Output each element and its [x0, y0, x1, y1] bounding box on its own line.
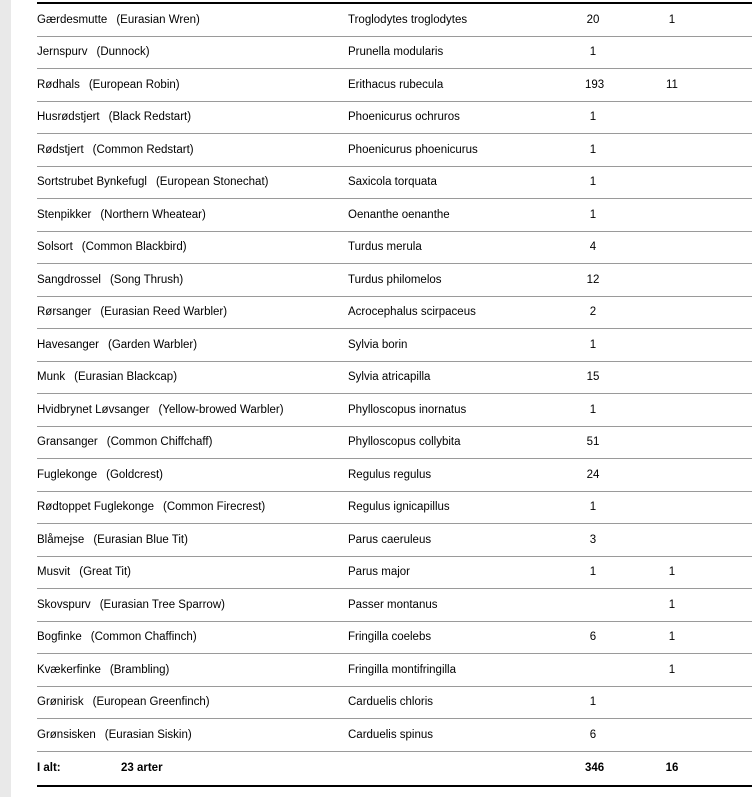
english-name: (Common Chaffinch): [90, 631, 197, 644]
count-1: 3: [589, 533, 597, 546]
latin-name-cell: [348, 491, 573, 524]
count-2: 1: [668, 663, 676, 676]
danish-name: Jernspurv: [37, 46, 88, 59]
danish-name: Rørsanger: [37, 306, 92, 319]
latin-name-cell: [348, 621, 573, 654]
danish-name-cell: [37, 264, 348, 297]
english-name: (Eurasian Wren): [116, 13, 200, 26]
latin-name: Phoenicurus phoenicurus: [348, 143, 478, 156]
count-1-cell: [573, 621, 657, 654]
latin-name-cell: [348, 654, 573, 687]
count-1-cell: [573, 199, 657, 232]
danish-name: Hvidbrynet Løvsanger: [37, 403, 150, 416]
latin-name: Erithacus rubecula: [348, 78, 444, 91]
total-row: [37, 751, 752, 786]
table-row: [37, 719, 752, 752]
danish-name-cell: [37, 556, 348, 589]
count-2-cell: [657, 329, 752, 362]
count-1: 1: [589, 111, 597, 124]
table-row: [37, 686, 752, 719]
english-name: (Northern Wheatear): [100, 208, 206, 221]
total-count-1-cell: [573, 751, 657, 786]
count-1-cell: [573, 686, 657, 719]
table-row: [37, 36, 752, 69]
count-2-cell: [657, 556, 752, 589]
latin-name: Parus major: [348, 566, 410, 579]
count-1: 193: [585, 78, 605, 91]
table-row: [37, 491, 752, 524]
danish-name-cell: [37, 69, 348, 102]
latin-name-cell: [348, 719, 573, 752]
table-row: [37, 654, 752, 687]
latin-name-cell: [348, 426, 573, 459]
latin-name-cell: [348, 36, 573, 69]
danish-name-cell: [37, 134, 348, 167]
latin-name-cell: [348, 199, 573, 232]
latin-name: Carduelis spinus: [348, 728, 434, 741]
danish-name-cell: [37, 231, 348, 264]
latin-name-cell: [348, 686, 573, 719]
danish-name: Musvit: [37, 566, 71, 579]
count-2-cell: [657, 426, 752, 459]
danish-name: Bogfinke: [37, 631, 82, 644]
table-row: [37, 166, 752, 199]
latin-name: Sylvia borin: [348, 338, 408, 351]
count-1-cell: [573, 329, 657, 362]
english-name: (Eurasian Reed Warbler): [100, 306, 228, 319]
count-2-cell: [657, 459, 752, 492]
count-1: 4: [589, 241, 597, 254]
count-1: 2: [589, 306, 597, 319]
total-count-2: 16: [665, 762, 679, 774]
english-name: (Common Chiffchaff): [106, 436, 213, 449]
count-1-cell: [573, 654, 657, 687]
danish-name: Fuglekonge: [37, 468, 98, 481]
danish-name: Stenpikker: [37, 208, 92, 221]
count-2-cell: [657, 134, 752, 167]
latin-name: Troglodytes troglodytes: [348, 13, 468, 26]
bird-species-table: [37, 4, 752, 787]
count-1-cell: [573, 296, 657, 329]
danish-name: Blåmejse: [37, 533, 85, 546]
english-name: (Garden Warbler): [108, 338, 198, 351]
count-1-cell: [573, 69, 657, 102]
page-edge: [0, 0, 11, 797]
count-2: 11: [666, 78, 678, 91]
table-row: [37, 296, 752, 329]
english-name: (Common Blackbird): [81, 241, 187, 254]
latin-name-cell: [348, 134, 573, 167]
count-2-cell: [657, 36, 752, 69]
count-1: 1: [589, 403, 597, 416]
count-2-cell: [657, 296, 752, 329]
table-row: [37, 134, 752, 167]
english-name: (Eurasian Siskin): [104, 728, 192, 741]
english-name: (European Stonechat): [155, 176, 269, 189]
count-2: 1: [668, 631, 676, 644]
table-row: [37, 231, 752, 264]
latin-name-cell: [348, 264, 573, 297]
count-1: 6: [589, 631, 597, 644]
count-1-cell: [573, 264, 657, 297]
total-label: I alt:: [37, 762, 61, 774]
count-2-cell: [657, 686, 752, 719]
danish-name-cell: [37, 394, 348, 427]
latin-name: Turdus philomelos: [348, 273, 442, 286]
latin-name: Regulus regulus: [348, 468, 432, 481]
count-2: 1: [668, 566, 676, 579]
danish-name: Skovspurv: [37, 598, 91, 611]
danish-name: Sortstrubet Bynkefugl: [37, 176, 147, 189]
count-2-cell: [657, 4, 752, 36]
table-body: [37, 4, 752, 751]
latin-name: Regulus ignicapillus: [348, 501, 450, 514]
latin-name-cell: [348, 459, 573, 492]
danish-name-cell: [37, 36, 348, 69]
count-1: 51: [586, 436, 600, 449]
english-name: (Common Firecrest): [163, 501, 266, 514]
table-row: [37, 101, 752, 134]
count-1-cell: [573, 101, 657, 134]
count-2-cell: [657, 524, 752, 557]
count-2-cell: [657, 394, 752, 427]
english-name: (Goldcrest): [106, 468, 163, 481]
english-name: (Eurasian Blackcap): [74, 371, 178, 384]
danish-name: Grønsisken: [37, 728, 96, 741]
danish-name-cell: [37, 686, 348, 719]
count-2: 1: [668, 13, 676, 26]
table-row: [37, 329, 752, 362]
latin-name-cell: [348, 4, 573, 36]
table-row: [37, 4, 752, 36]
count-1-cell: [573, 134, 657, 167]
danish-name: Rødtoppet Fuglekonge: [37, 501, 154, 514]
latin-name-cell: [348, 556, 573, 589]
danish-name: Husrødstjert: [37, 111, 100, 124]
english-name: (Yellow-browed Warbler): [158, 403, 284, 416]
english-name: (European Greenfinch): [92, 696, 210, 709]
english-name: (Brambling): [109, 663, 170, 676]
table-row: [37, 394, 752, 427]
latin-name-cell: [348, 101, 573, 134]
latin-name-cell: [348, 329, 573, 362]
latin-name: Sylvia atricapilla: [348, 371, 431, 384]
count-1: 1: [589, 338, 597, 351]
danish-name-cell: [37, 361, 348, 394]
danish-name: Gransanger: [37, 436, 98, 449]
danish-name-cell: [37, 491, 348, 524]
count-1: 15: [586, 371, 600, 384]
danish-name: Rødhals: [37, 78, 80, 91]
danish-name: Grønirisk: [37, 696, 84, 709]
count-1: 1: [589, 501, 597, 514]
table-row: [37, 589, 752, 622]
latin-name: Passer montanus: [348, 598, 438, 611]
count-2-cell: [657, 264, 752, 297]
count-1: 1: [589, 208, 597, 221]
english-name: (European Robin): [88, 78, 180, 91]
latin-name: Carduelis chloris: [348, 696, 434, 709]
latin-name: Saxicola torquata: [348, 176, 437, 189]
table-row: [37, 199, 752, 232]
count-1: 1: [589, 143, 597, 156]
latin-name-cell: [348, 524, 573, 557]
latin-name: Prunella modularis: [348, 46, 444, 59]
danish-name-cell: [37, 101, 348, 134]
danish-name: Munk: [37, 371, 66, 384]
danish-name-cell: [37, 589, 348, 622]
table-row: [37, 426, 752, 459]
count-1-cell: [573, 589, 657, 622]
count-2: 1: [668, 598, 676, 611]
count-1-cell: [573, 524, 657, 557]
english-name: (Song Thrush): [109, 273, 184, 286]
danish-name: Sangdrossel: [37, 273, 101, 286]
danish-name: Gærdesmutte: [37, 13, 108, 26]
count-2-cell: [657, 101, 752, 134]
danish-name-cell: [37, 329, 348, 362]
danish-name: Kvækerfinke: [37, 663, 101, 676]
count-1: 1: [589, 566, 597, 579]
count-1: 1: [589, 696, 597, 709]
table-row: [37, 264, 752, 297]
count-2-cell: [657, 199, 752, 232]
danish-name-cell: [37, 296, 348, 329]
english-name: (Eurasian Blue Tit): [93, 533, 188, 546]
count-1: 1: [589, 176, 597, 189]
latin-name: Fringilla coelebs: [348, 631, 432, 644]
danish-name-cell: [37, 426, 348, 459]
latin-name-cell: [348, 394, 573, 427]
danish-name-cell: [37, 719, 348, 752]
latin-name: Turdus merula: [348, 241, 422, 254]
total-empty-cell: [348, 751, 573, 786]
table-row: [37, 361, 752, 394]
latin-name: Phoenicurus ochruros: [348, 111, 460, 124]
english-name: (Black Redstart): [108, 111, 192, 124]
count-1-cell: [573, 394, 657, 427]
count-1-cell: [573, 556, 657, 589]
danish-name-cell: [37, 199, 348, 232]
count-1-cell: [573, 459, 657, 492]
english-name: (Great Tit): [79, 566, 131, 579]
count-1-cell: [573, 231, 657, 264]
table-row: [37, 524, 752, 557]
latin-name-cell: [348, 589, 573, 622]
count-1-cell: [573, 166, 657, 199]
danish-name-cell: [37, 621, 348, 654]
english-name: (Dunnock): [96, 46, 150, 59]
danish-name-cell: [37, 166, 348, 199]
latin-name: Phylloscopus collybita: [348, 436, 461, 449]
table-row: [37, 69, 752, 102]
latin-name-cell: [348, 361, 573, 394]
latin-name: Phylloscopus inornatus: [348, 403, 467, 416]
danish-name: Havesanger: [37, 338, 100, 351]
latin-name-cell: [348, 296, 573, 329]
danish-name: Solsort: [37, 241, 73, 254]
danish-name: Rødstjert: [37, 143, 84, 156]
count-1: 24: [586, 468, 600, 481]
latin-name: Oenanthe oenanthe: [348, 208, 450, 221]
count-1-cell: [573, 491, 657, 524]
danish-name-cell: [37, 459, 348, 492]
latin-name: Parus caeruleus: [348, 533, 432, 546]
total-count-2-cell: [657, 751, 752, 786]
count-1-cell: [573, 719, 657, 752]
total-species: 23 arter: [121, 762, 163, 774]
count-2-cell: [657, 491, 752, 524]
table-row: [37, 556, 752, 589]
latin-name-cell: [348, 166, 573, 199]
english-name: (Common Redstart): [92, 143, 194, 156]
count-1: 6: [589, 728, 597, 741]
latin-name: Fringilla montifringilla: [348, 663, 457, 676]
count-2-cell: [657, 69, 752, 102]
count-2-cell: [657, 621, 752, 654]
total-label-cell: [37, 751, 348, 786]
table-row: [37, 621, 752, 654]
count-1-cell: [573, 361, 657, 394]
latin-name-cell: [348, 69, 573, 102]
latin-name-cell: [348, 231, 573, 264]
count-1: 20: [586, 13, 600, 26]
total-count-1: 346: [585, 762, 605, 774]
danish-name-cell: [37, 524, 348, 557]
count-2-cell: [657, 654, 752, 687]
count-2-cell: [657, 361, 752, 394]
danish-name-cell: [37, 654, 348, 687]
table-row: [37, 459, 752, 492]
count-1-cell: [573, 36, 657, 69]
english-name: (Eurasian Tree Sparrow): [99, 598, 225, 611]
count-2-cell: [657, 231, 752, 264]
count-1-cell: [573, 426, 657, 459]
count-2-cell: [657, 589, 752, 622]
danish-name-cell: [37, 4, 348, 36]
count-1: 12: [586, 273, 600, 286]
count-1-cell: [573, 4, 657, 36]
count-1: 1: [589, 46, 597, 59]
count-2-cell: [657, 719, 752, 752]
count-2-cell: [657, 166, 752, 199]
latin-name: Acrocephalus scirpaceus: [348, 306, 476, 319]
